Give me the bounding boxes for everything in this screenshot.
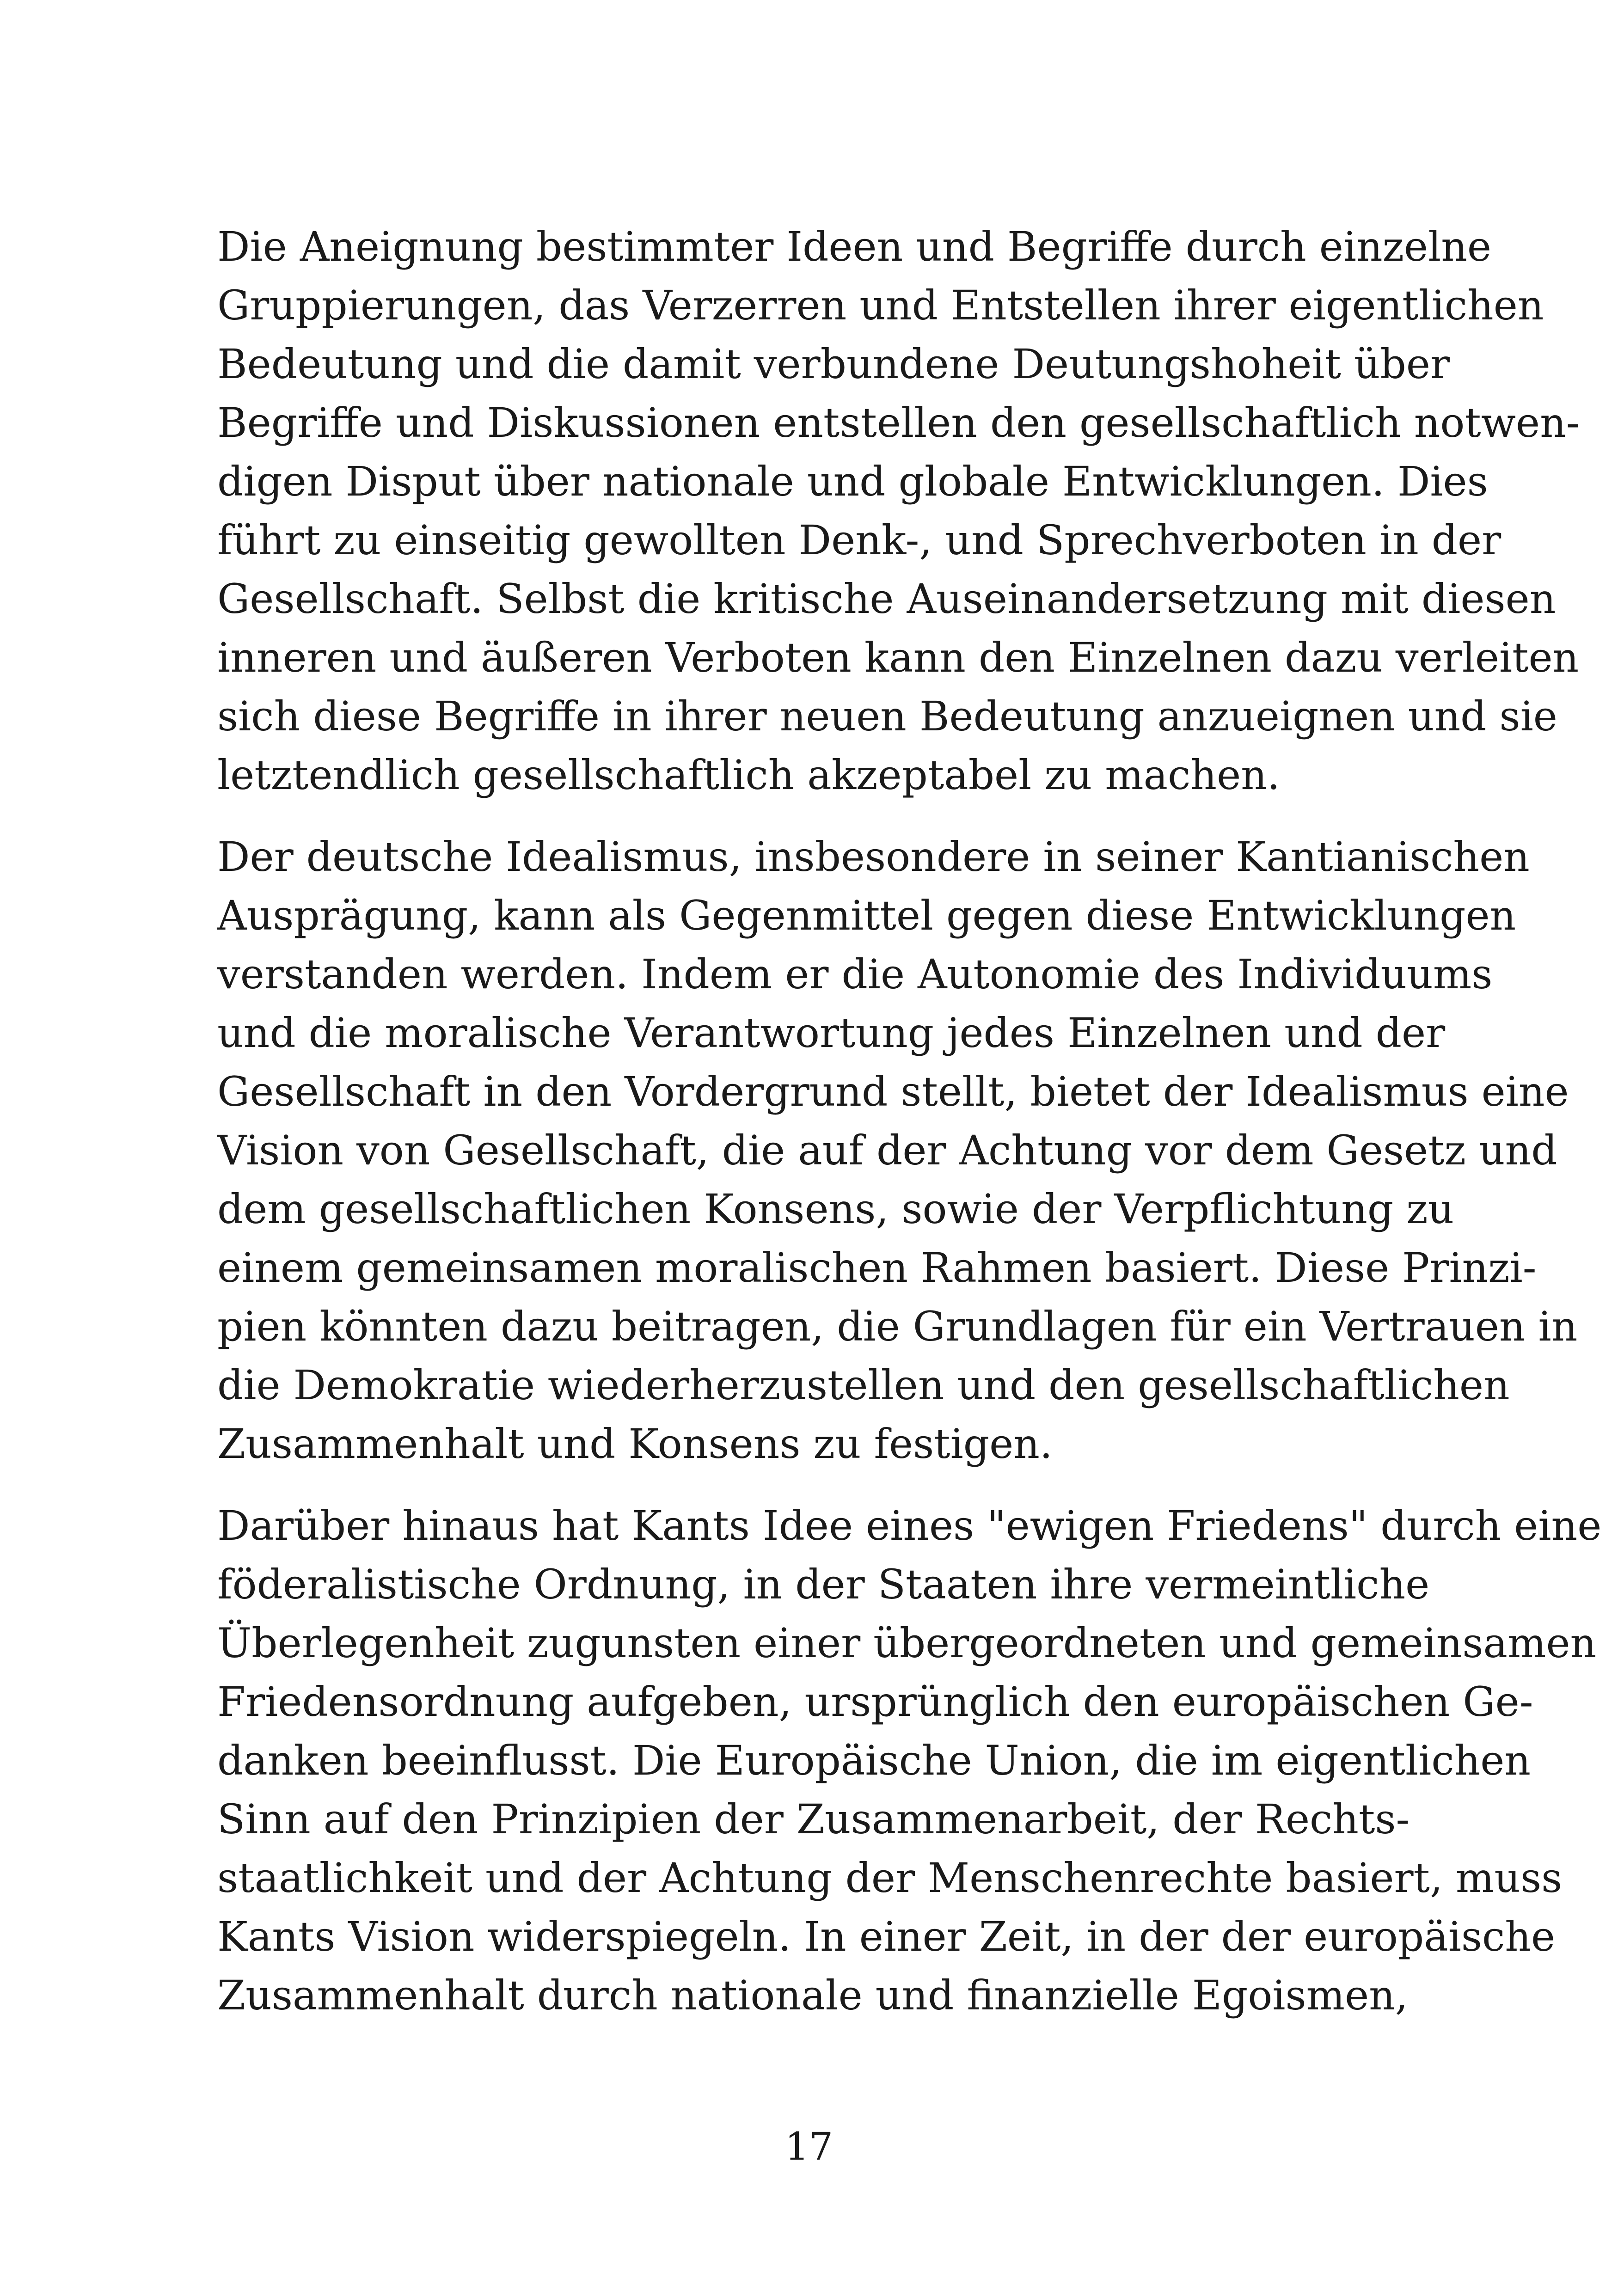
text-line: Friedensordnung aufgeben, ursprünglich den europäischen Ge-: [217, 1678, 1533, 1726]
text-line: letztendlich gesellschaftlich akzeptabel zu machen.: [217, 751, 1280, 799]
text-line: Sinn auf den Prinzipien der Zusammenarbeit, der Rechts-: [217, 1795, 1410, 1843]
paragraph-3: [217, 1496, 1602, 2025]
text-line: Zusammenhalt durch nationale und finanzielle Egoismen,: [217, 1971, 1408, 2019]
text-line: inneren und äußeren Verboten kann den Einzelnen dazu verleiten: [217, 634, 1579, 681]
text-line: die Demokratie wiederherzustellen und den gesellschaftlichen: [217, 1361, 1510, 1409]
text-line: Der deutsche Idealismus, insbesondere in seiner Kantianischen: [217, 833, 1530, 881]
text-line: Die Aneignung bestimmter Ideen und Begriffe durch einzelne: [217, 223, 1491, 270]
text-line: Darüber hinaus hat Kants Idee eines "ewigen Friedens" durch eine: [217, 1502, 1602, 1549]
text-line: Gesellschaft in den Vordergrund stellt, bietet der Idealismus eine: [217, 1068, 1569, 1115]
text-line: dem gesellschaftlichen Konsens, sowie der Verpflichtung zu: [217, 1185, 1454, 1233]
text-line: führt zu einseitig gewollten Denk-, und Sprechverboten in der: [217, 516, 1502, 564]
paragraph-2: [217, 827, 1578, 1473]
text-line: danken beeinflusst. Die Europäische Union, die im eigentlichen: [217, 1737, 1531, 1784]
text-line: Ausprägung, kann als Gegenmittel gegen diese Entwicklungen: [217, 892, 1516, 939]
paragraph-1: [217, 217, 1580, 804]
text-line: einem gemeinsamen moralischen Rahmen basiert. Diese Prinzi-: [217, 1244, 1537, 1292]
text-line: verstanden werden. Indem er die Autonomie des Individuums: [217, 950, 1493, 998]
page-number: 17: [784, 2125, 834, 2169]
text-line: pien könnten dazu beitragen, die Grundlagen für ein Vertrauen in: [217, 1303, 1578, 1350]
text-line: Gruppierungen, das Verzerren und Entstellen ihrer eigentlichen: [217, 282, 1544, 329]
body-text: [217, 217, 1602, 2048]
text-line: digen Disput über nationale und globale Entwicklungen. Dies: [217, 458, 1488, 505]
text-line: Zusammenhalt und Konsens zu festigen.: [217, 1420, 1053, 1468]
text-line: Vision von Gesellschaft, die auf der Achtung vor dem Gesetz und: [217, 1127, 1557, 1174]
text-line: und die moralische Verantwortung jedes Einzelnen und der: [217, 1009, 1446, 1057]
text-line: föderalistische Ordnung, in der Staaten ihre vermeintliche: [217, 1561, 1430, 1608]
text-line: staatlichkeit und der Achtung der Menschenrechte basiert, muss: [217, 1854, 1563, 1902]
text-line: Begriffe und Diskussionen entstellen den gesellschaftlich notwen-: [217, 399, 1580, 447]
text-line: Bedeutung und die damit verbundene Deutungshoheit über: [217, 340, 1450, 388]
text-line: Gesellschaft. Selbst die kritische Auseinandersetzung mit diesen: [217, 575, 1556, 623]
text-line: Kants Vision widerspiegeln. In einer Zeit, in der der europäische: [217, 1913, 1556, 1960]
text-line: Überlegenheit zugunsten einer übergeordneten und gemeinsamen: [217, 1619, 1597, 1667]
text-line: sich diese Begriffe in ihrer neuen Bedeutung anzueignen und sie: [217, 692, 1557, 740]
